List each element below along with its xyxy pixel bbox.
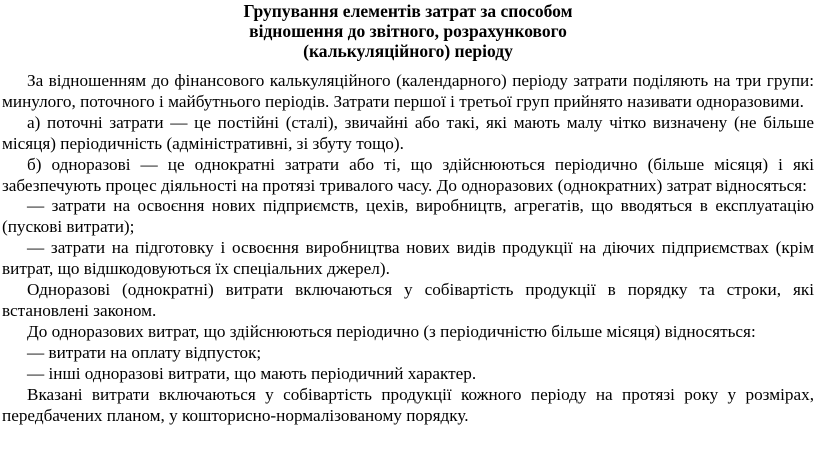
paragraph-one-time-costs: б) одноразові — це однократні затрати або ті, що здійснюються періодично (більше місяця) і які забезпечують процес діяльності на протязі тривалого часу. До одноразових (однократних) затрат відносяться: <box>2 154 814 195</box>
list-item-production-preparation: — затрати на підготовку і освоєння виробництва нових видів продукції на діючих підприємствах (крім витрат, що відшкодовуються їх спеціальних джерел). <box>2 238 814 279</box>
title-line-2: відношення до звітного, розрахункового <box>249 21 567 41</box>
paragraph-current-costs: а) поточні затрати — це постійні (сталі), звичайні або такі, які мають малу чітко визначену (не більше місяця) періодичність (адміністративні, зі збуту тощо). <box>2 112 814 153</box>
list-item-new-enterprises: — затрати на освоєння нових підприємств, цехів, виробництв, агрегатів, що вводяться в експлуатацію (пускові витрати); <box>2 196 814 237</box>
title-line-1: Групування елементів затрат за способом <box>243 1 573 21</box>
list-item-other-one-time: — інші одноразові витрати, що мають періодичний характер. <box>27 363 477 383</box>
document-title <box>0 0 816 61</box>
paragraph-periodic-costs: До одноразових витрат, що здійснюються періодично (з періодичністю більше місяця) відносяться: <box>27 321 756 341</box>
paragraph-intro: За відношенням до фінансового калькуляційного (календарного) періоду затрати поділяють на три групи: минулого, поточного і майбутнього періодів. Затрати першої і третьої груп прийнято називати одноразовими. <box>2 71 814 111</box>
paragraph-inclusion-rules: Одноразові (однократні) витрати включаються у собівартість продукції в порядку та строки, які встановлені законом. <box>2 280 814 320</box>
paragraph-conclusion: Вказані витрати включаються у собівартість продукції кожного періоду на протязі року у розмірах, передбачених планом, у кошторисно-нормалізованому порядку. <box>2 384 814 425</box>
document-body <box>2 71 814 426</box>
title-line-3: (калькуляційного) періоду <box>303 41 513 61</box>
list-item-vacation-pay: — витрати на оплату відпусток; <box>27 342 262 362</box>
